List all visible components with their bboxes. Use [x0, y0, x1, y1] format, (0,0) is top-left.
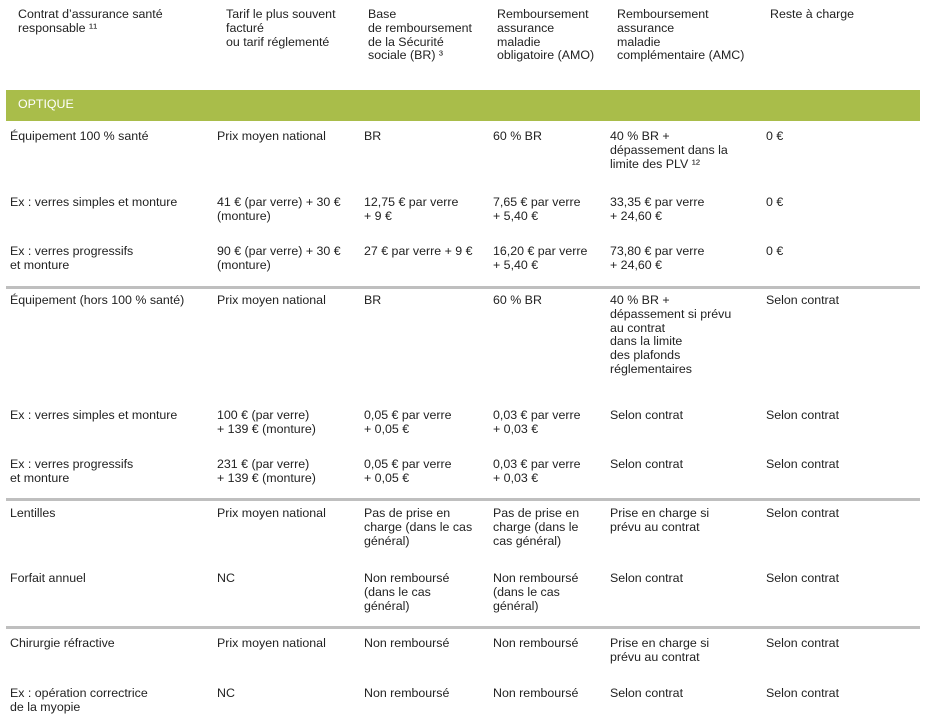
row-label: Équipement 100 % santé: [10, 129, 149, 143]
row-label: Chirurgie réfractive: [10, 636, 115, 650]
row-tarif: Prix moyen national: [217, 506, 326, 520]
row-amc: Prise en charge si prévu au contrat: [610, 506, 710, 534]
header-amc: Remboursement assurance maladie complémentaire (AMC): [617, 7, 745, 63]
row-reste: 0 €: [766, 195, 784, 209]
row-amc: 33,35 € par verre + 24,60 €: [610, 195, 705, 223]
row-amo: Non remboursé (dans le cas général): [493, 571, 579, 613]
row-label: Ex : verres simples et monture: [10, 408, 178, 422]
row-label: Ex : verres progressifs et monture: [10, 457, 134, 485]
row-tarif: NC: [217, 686, 235, 700]
row-amc: 40 % BR + dépassement dans la limite des PLV ¹²: [610, 129, 728, 171]
row-amo: 0,03 € par verre + 0,03 €: [493, 457, 581, 485]
header-amo: Remboursement assurance maladie obligatoire (AMO): [497, 7, 595, 63]
row-base: Pas de prise en charge (dans le cas général): [364, 506, 473, 548]
row-reste: Selon contrat: [766, 293, 840, 307]
row-base: Non remboursé: [364, 686, 450, 700]
table-header: [0, 8, 920, 88]
row-reste: Selon contrat: [766, 636, 840, 650]
row-reste: 0 €: [766, 244, 784, 258]
row-amo: Non remboursé: [493, 686, 579, 700]
row-reste: Selon contrat: [766, 686, 840, 700]
row-divider: [6, 286, 920, 289]
row-reste: Selon contrat: [766, 571, 840, 585]
row-label: Forfait annuel: [10, 571, 86, 585]
row-base: Non remboursé: [364, 636, 450, 650]
header-tarif: Tarif le plus souvent facturé ou tarif réglementé: [226, 7, 336, 49]
row-amo: Non remboursé: [493, 636, 579, 650]
row-tarif: 90 € (par verre) + 30 € (monture): [217, 244, 341, 272]
row-tarif: Prix moyen national: [217, 293, 326, 307]
row-amo: 60 % BR: [493, 293, 542, 307]
row-amo: Pas de prise en charge (dans le cas général): [493, 506, 580, 548]
row-amc: 40 % BR + dépassement si prévu au contrat dans la limite des plafonds réglementaires: [610, 293, 732, 376]
row-amc: Selon contrat: [610, 686, 684, 700]
row-amc: Selon contrat: [610, 457, 684, 471]
row-base: BR: [364, 129, 382, 143]
section-band-optique: [6, 90, 920, 121]
row-amc: Prise en charge si prévu au contrat: [610, 636, 710, 664]
row-base: 27 € par verre + 9 €: [364, 244, 473, 258]
row-label: Ex : verres progressifs et monture: [10, 244, 134, 272]
row-reste: Selon contrat: [766, 457, 840, 471]
row-base: BR: [364, 293, 382, 307]
row-base: 12,75 € par verre + 9 €: [364, 195, 459, 223]
row-base: 0,05 € par verre + 0,05 €: [364, 408, 452, 436]
row-label: Ex : verres simples et monture: [10, 195, 178, 209]
row-tarif: Prix moyen national: [217, 129, 326, 143]
row-amo: 60 % BR: [493, 129, 542, 143]
row-label: Équipement (hors 100 % santé): [10, 293, 185, 307]
row-base: Non remboursé (dans le cas général): [364, 571, 450, 613]
header-contract: Contrat d’assurance santé responsable ¹¹: [18, 7, 163, 35]
row-reste: Selon contrat: [766, 408, 840, 422]
row-amo: 16,20 € par verre + 5,40 €: [493, 244, 588, 272]
row-tarif: 100 € (par verre) + 139 € (monture): [217, 408, 316, 436]
row-label: Ex : opération correctrice de la myopie: [10, 686, 148, 714]
row-reste: 0 €: [766, 129, 784, 143]
row-base: 0,05 € par verre + 0,05 €: [364, 457, 452, 485]
row-amc: Selon contrat: [610, 408, 684, 422]
row-label: Lentilles: [10, 506, 56, 520]
header-base-remboursement: Base de remboursement de la Sécurité sociale (BR) ³: [368, 7, 472, 63]
row-tarif: NC: [217, 571, 235, 585]
row-tarif: 41 € (par verre) + 30 € (monture): [217, 195, 341, 223]
section-label: OPTIQUE: [18, 97, 74, 111]
row-amc: Selon contrat: [610, 571, 684, 585]
row-amo: 0,03 € par verre + 0,03 €: [493, 408, 581, 436]
row-tarif: Prix moyen national: [217, 636, 326, 650]
row-tarif: 231 € (par verre) + 139 € (monture): [217, 457, 316, 485]
row-amc: 73,80 € par verre + 24,60 €: [610, 244, 705, 272]
row-divider: [6, 498, 920, 501]
header-reste-a-charge: Reste à charge: [770, 7, 855, 21]
row-divider: [6, 626, 920, 629]
row-amo: 7,65 € par verre + 5,40 €: [493, 195, 581, 223]
row-reste: Selon contrat: [766, 506, 840, 520]
